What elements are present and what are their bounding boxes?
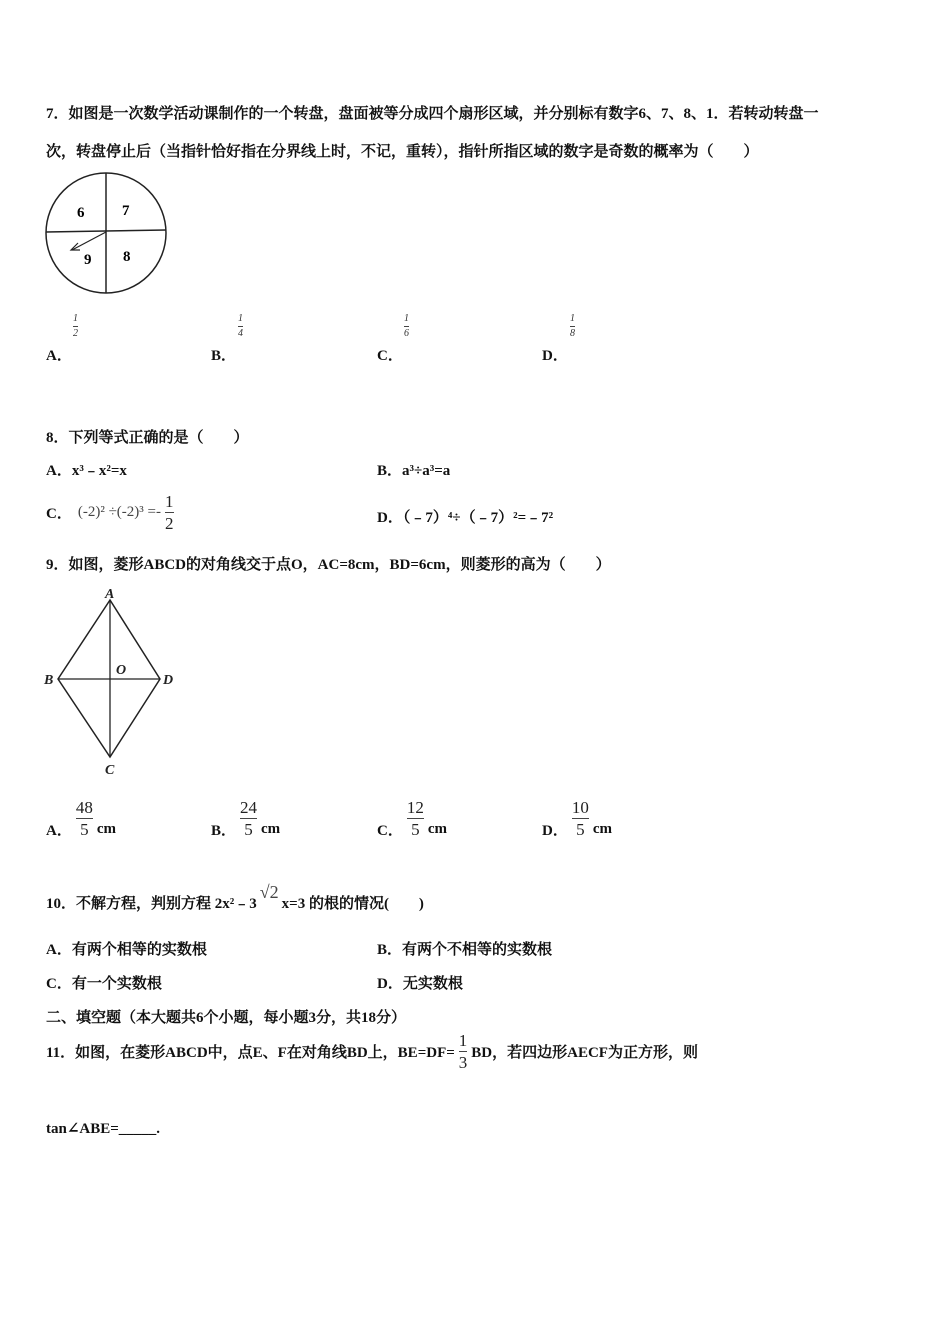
vertex-label-a: A: [105, 587, 115, 602]
q8-option-a[interactable]: A．x³﹣x²=x: [46, 463, 127, 479]
q11-answer-blank[interactable]: tan∠ABE=_____.: [46, 1121, 161, 1137]
q10-option-c[interactable]: C．有一个实数根: [46, 976, 162, 992]
rhombus-figure: [42, 585, 182, 780]
q9-d-fraction: $\frac{10}{5}$: [571, 798, 589, 839]
q9-d-unit: cm: [592, 821, 612, 837]
q11-fraction: $\frac{1}{3}$: [458, 1031, 468, 1072]
vertex-label-d: D: [163, 673, 174, 688]
q9-option-d[interactable]: D． $\frac{10}{5}$ cm: [542, 798, 612, 839]
q9-c-unit: cm: [427, 821, 447, 837]
q8-c-fraction: $\frac{1}{2}$: [165, 492, 174, 533]
q10-option-a[interactable]: A．有两个相等的实数根: [46, 942, 207, 958]
sqrt-two: √2: [259, 882, 279, 902]
option-c-fraction: 1 6: [404, 313, 409, 339]
spinner-label: 8: [123, 249, 131, 265]
option-b[interactable]: B．: [211, 348, 237, 364]
q9-b-unit: cm: [261, 821, 281, 837]
spinner-label: 9: [84, 252, 92, 268]
section-heading: 二、填空题（本大题共6个小题，每小题3分，共18分）: [46, 1010, 407, 1026]
q8-stem: 8．下列等式正确的是（ ）: [46, 430, 249, 446]
q9-b-fraction: $\frac{24}{5}$: [240, 798, 258, 839]
q8-option-b[interactable]: B．a³÷a³=a: [377, 463, 451, 479]
option-a[interactable]: A．: [46, 348, 72, 364]
spinner-label: 6: [77, 205, 85, 221]
q9-stem: 9．如图，菱形ABCD的对角线交于点O，AC=8cm，BD=6cm，则菱形的高为（ ）: [46, 557, 611, 573]
spinner-figure: [44, 170, 170, 296]
q11-stem: 11．如图，在菱形ABCD中，点E、F在对角线BD上，BE=DF= $\frac{1}{3}$ BD，若四边形AECF为正方形，则: [46, 1031, 698, 1072]
q9-c-fraction: $\frac{12}{5}$: [406, 798, 424, 839]
q10-option-b[interactable]: B．有两个不相等的实数根: [377, 942, 553, 958]
option-d[interactable]: D．: [542, 348, 568, 364]
q9-option-c[interactable]: C． $\frac{12}{5}$ cm: [377, 798, 447, 839]
spinner-label: 7: [122, 203, 130, 219]
q10-stem: 10．不解方程，判别方程 2x²﹣3√2x=3 的根的情况( ): [46, 882, 424, 912]
q9-option-a[interactable]: A． $\frac{48}{5}$ cm: [46, 798, 116, 839]
q7-stem-line2: 次，转盘停止后（当指针恰好指在分界线上时，不记，重转），指针所指区域的数字是奇数的概率为（ ）: [46, 144, 759, 160]
q7-stem-line1: 7．如图是一次数学活动课制作的一个转盘，盘面被等分成四个扇形区域，并分别标有数字6、7、8、1．若转动转盘一: [46, 106, 819, 122]
q8-option-c[interactable]: C． (-2)² ÷(-2)³ =- $\frac{1}{2}$: [46, 492, 174, 533]
option-d-fraction: 1 8: [570, 313, 575, 339]
q9-a-unit: cm: [96, 821, 116, 837]
center-label-o: O: [116, 663, 127, 678]
option-a-fraction: 1 2: [73, 313, 78, 339]
q10-option-d[interactable]: D．无实数根: [377, 976, 463, 992]
option-b-fraction: 1 4: [238, 313, 243, 339]
q9-option-b[interactable]: B． $\frac{24}{5}$ cm: [211, 798, 281, 839]
option-c[interactable]: C．: [377, 348, 403, 364]
pointer-arrow-icon: [72, 232, 106, 250]
q9-a-fraction: $\frac{48}{5}$: [75, 798, 93, 839]
vertex-label-c: C: [105, 763, 115, 778]
vertex-label-b: B: [44, 673, 54, 688]
q8-option-d[interactable]: D．（﹣7）⁴÷（﹣7）²=﹣7²: [377, 510, 554, 526]
